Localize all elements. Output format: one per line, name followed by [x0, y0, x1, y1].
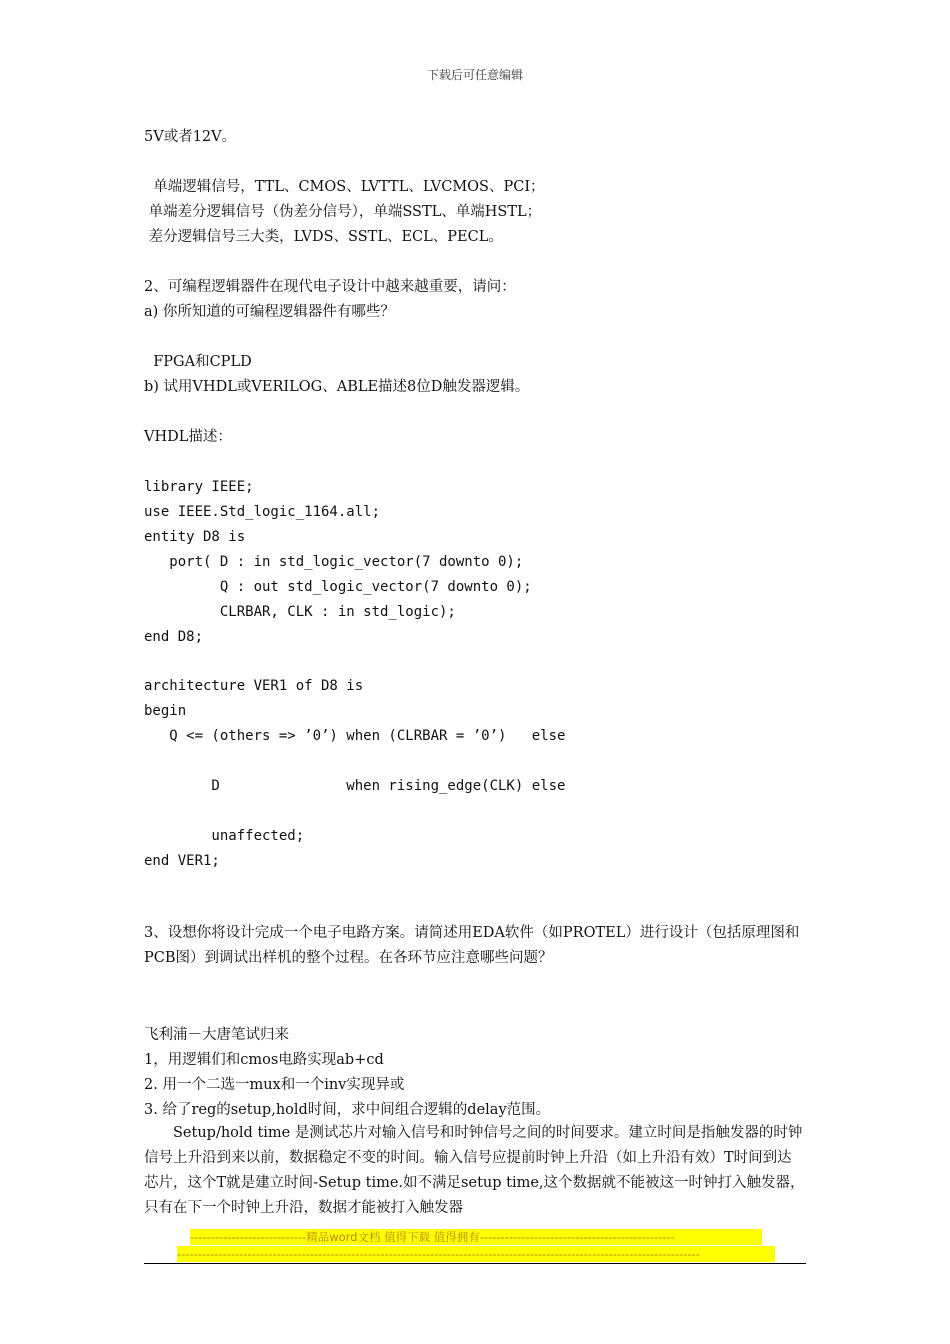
text-line: 单端差分逻辑信号（伪差分信号），单端SSTL、单端HSTL；	[144, 204, 542, 220]
answer-2a: FPGA和CPLD	[144, 354, 252, 370]
text-line: 差分逻辑信号三大类，LVDS、SSTL、ECL、PECL。	[144, 229, 503, 245]
code-line: entity D8 is	[144, 529, 246, 545]
question-2: 2、可编程逻辑器件在现代电子设计中越来越重要，请问：	[144, 279, 516, 295]
list-item: 3. 给了reg的setup,hold时间，求中间组合逻辑的delay范围。	[144, 1102, 551, 1118]
list-item: 1，用逻辑们和cmos电路实现ab+cd	[144, 1052, 384, 1068]
question-3: 3、设想你将设计完成一个电子电路方案。请简述用EDA软件（如PROTEL）进行设计（包括原理图和PCB图）到调试出样机的整个过程。在各环节应注意哪些问题？	[144, 925, 800, 966]
code-line: use IEEE.Std_logic_1164.all;	[144, 504, 381, 520]
page-header: 下载后可任意编辑	[426, 68, 523, 82]
footer-rule	[144, 1263, 806, 1264]
vhdl-label: VHDL描述：	[144, 429, 232, 445]
code-line: D when rising_edge(CLK) else	[144, 778, 566, 794]
setup-hold-paragraph: Setup/hold time 是测试芯片对输入信号和时钟信号之间的时间要求。建立时间是指触发器的时钟信号上升沿到来以前，数据稳定不变的时间。输入信号应提前时钟上升沿（如上升沿有效）T时间到达芯片，这个T就是建立时间-Setup time.如不满足setup time,这个数据就不能被这一时钟打入触发器，只有在下一个时钟上升沿，数据才能被打入触发器	[144, 1125, 805, 1216]
section-title: 飞利浦－大唐笔试归来	[144, 1027, 289, 1043]
code-line: end VER1;	[144, 853, 220, 869]
code-line: port( D : in std_logic_vector(7 downto 0);	[144, 554, 524, 570]
footer-banner: ----------------------------精品word文档 值得下载 值得拥有-----------------------------------------------	[190, 1229, 762, 1245]
code-line: Q : out std_logic_vector(7 downto 0);	[144, 579, 532, 595]
code-line: unaffected;	[144, 828, 305, 844]
footer-dashes: ------------------------------------------------------------------------------------------------------------------------------	[177, 1246, 775, 1262]
code-line: Q <= (others => ’0’) when (CLRBAR = ’0’) else	[144, 728, 566, 744]
code-line: end D8;	[144, 629, 204, 645]
list-item: 2. 用一个二选一mux和一个inv实现异或	[144, 1077, 405, 1093]
code-line: CLRBAR, CLK : in std_logic);	[144, 604, 456, 620]
code-line: begin	[144, 703, 187, 719]
text-line: 单端逻辑信号，TTL、CMOS、LVTTL、LVCMOS、PCI；	[144, 179, 545, 195]
code-line: architecture VER1 of D8 is	[144, 678, 364, 694]
text-line: 5V或者12V。	[144, 129, 237, 145]
question-2b: b) 试用VHDL或VERILOG、ABLE描述8位D触发器逻辑。	[144, 379, 530, 395]
question-2a: a) 你所知道的可编程逻辑器件有哪些？	[144, 304, 395, 320]
code-line: library IEEE;	[144, 479, 254, 495]
